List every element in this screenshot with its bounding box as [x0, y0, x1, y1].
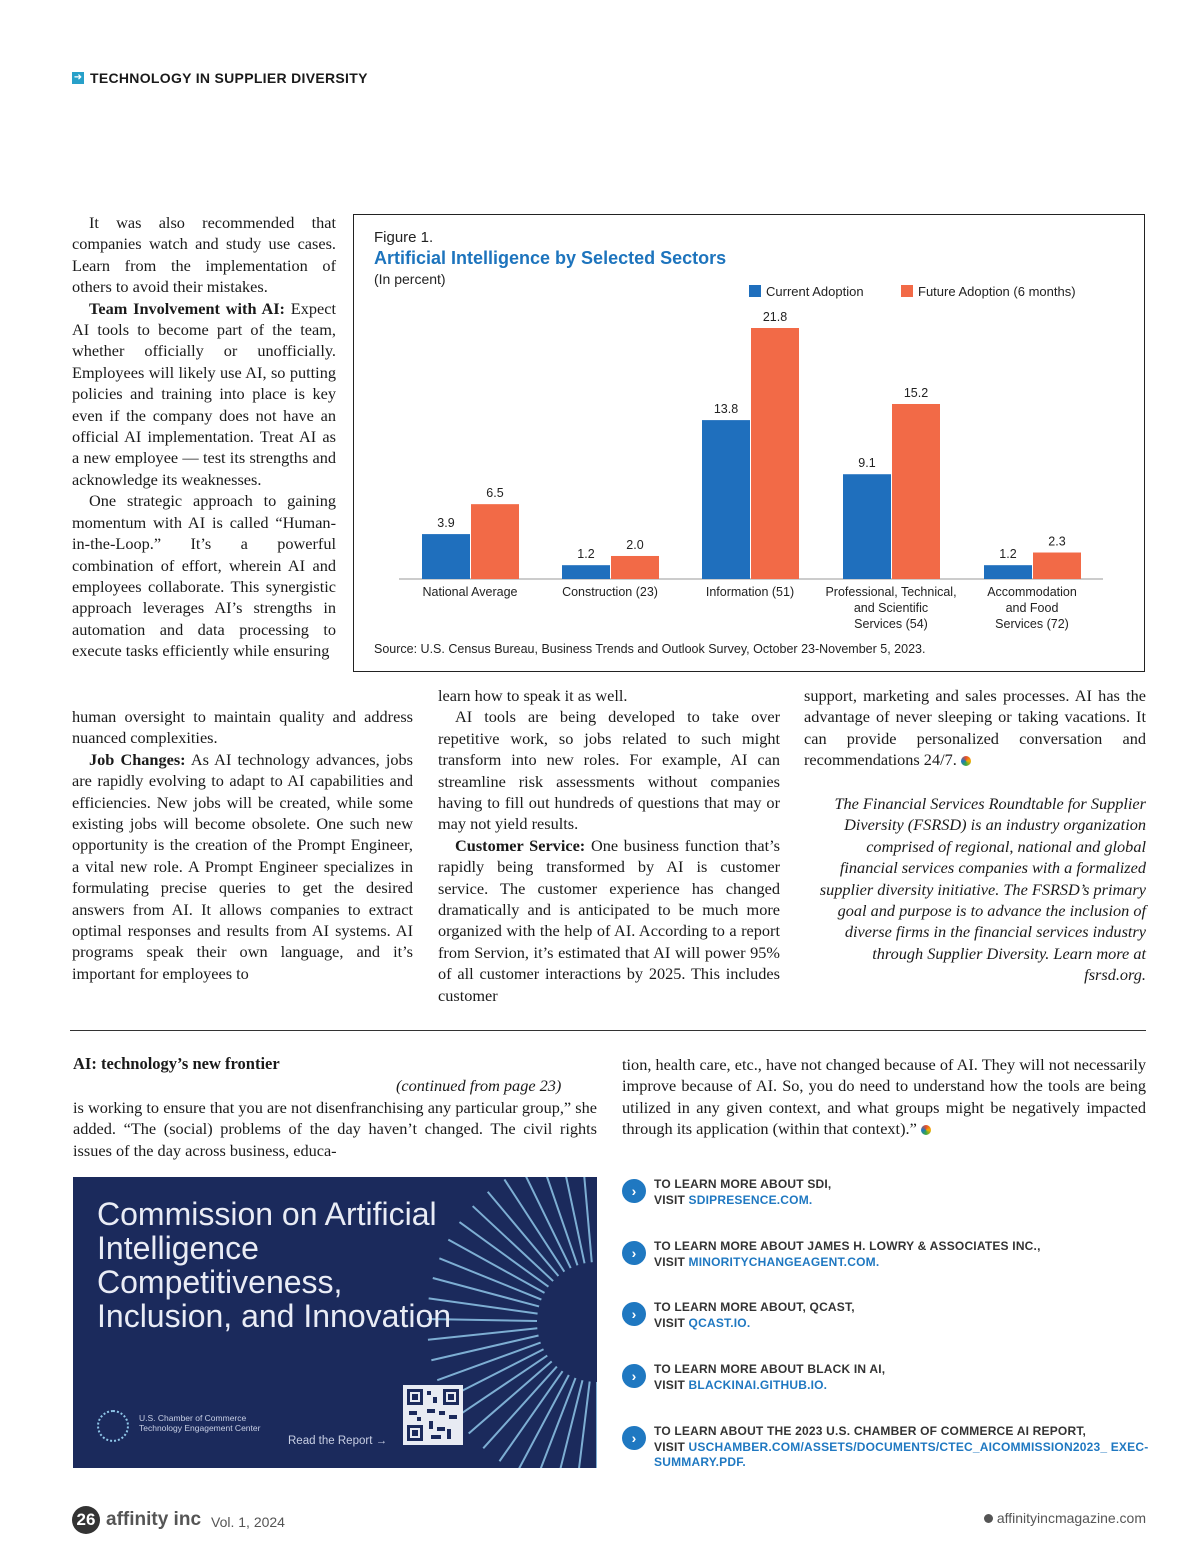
continued-note: (continued from page 23) — [396, 1076, 562, 1095]
paragraph-body: support, marketing and sales processes. AI has the advantage of never sleeping or taking vacations. It can provide personalized conversation and recommendations 24/7. — [804, 686, 1146, 770]
sunburst-ray — [473, 1206, 553, 1281]
data-label: 2.0 — [626, 537, 644, 552]
author-bio: The Financial Services Roundtable for Supplier Diversity (FSRSD) is an industry organization comprised of regional, national and global financial services companies with a formalized supplier diversity initiative. The FSRSD’s primary goal and purpose is to advance the inclusion of diverse firms in the financial services industry through Supplier Diversity. Learn more at fsrsd.org. — [819, 794, 1146, 985]
report-banner[interactable] — [73, 1177, 597, 1468]
article-left-text — [73, 1097, 597, 1161]
arrow-right-icon: ➜ — [73, 72, 83, 83]
bar-current — [984, 565, 1032, 579]
bar-future — [751, 328, 799, 579]
paragraph: is working to ensure that you are not disenfranchising any particular group,” she added. “The (social) problems of the day haven’t changed. The civil rights issues of the day across business, educa- — [73, 1098, 597, 1160]
figure-source: Source: U.S. Census Bureau, Business Trends and Outlook Survey, October 23-November 5, 2023. — [374, 642, 926, 656]
end-mark-icon — [921, 1125, 931, 1135]
chevron-right-icon: › — [622, 1241, 646, 1265]
bar-future — [1033, 553, 1081, 579]
paragraph — [622, 1054, 1146, 1140]
figure-box — [353, 214, 1145, 672]
category-label: Services (54) — [854, 617, 928, 631]
learn-more-item[interactable] — [622, 1424, 1150, 1471]
paragraph: One strategic approach to gaining momentum with AI is called “Human-in-the-Loop.” It’s a powerful combination of effort, wherein AI and employees collaborate. This synergistic approach leverages AI’s strengths in automation and data processing to execute tasks efficiently while ensuring — [72, 491, 336, 661]
category-label: Professional, Technical, — [825, 585, 957, 599]
data-label: 9.1 — [858, 456, 876, 471]
chevron-right-icon: › — [622, 1426, 646, 1450]
data-label: 21.8 — [762, 310, 788, 324]
figure-subtitle: (In percent) — [374, 271, 446, 287]
data-label: 13.8 — [713, 402, 739, 417]
paragraph — [804, 685, 1146, 771]
page-number: 26 — [72, 1506, 100, 1534]
legend-swatch — [901, 285, 913, 297]
paragraph: human oversight to maintain quality and address nuanced complexities. — [72, 707, 413, 748]
learn-more-item[interactable] — [622, 1239, 1041, 1270]
paragraph: learn how to speak it as well. — [438, 686, 628, 705]
sunburst-ray — [488, 1192, 559, 1276]
legend-label: Current Adoption — [766, 284, 864, 299]
divider — [70, 1030, 1146, 1031]
sunburst-ray — [582, 1177, 592, 1262]
data-label: 6.5 — [486, 486, 504, 501]
link-url[interactable]: QCAST.IO. — [688, 1315, 751, 1330]
legend-label: Future Adoption (6 months) — [918, 284, 1076, 299]
end-mark-icon — [961, 756, 971, 766]
paragraph — [438, 835, 780, 1006]
paragraph — [72, 749, 413, 984]
magazine-name: affinity inc — [106, 1509, 202, 1530]
data-label: 3.9 — [437, 516, 455, 531]
bar-current — [702, 420, 750, 579]
bar-future — [611, 556, 659, 579]
sunburst-ray — [483, 1367, 557, 1449]
legend-swatch — [749, 285, 761, 297]
data-label: 1.2 — [577, 547, 595, 562]
qr-code-icon[interactable] — [403, 1385, 463, 1445]
banner-org: U.S. Chamber of Commerce Technology Engagement Center — [139, 1413, 261, 1433]
sunburst-ray — [469, 1361, 552, 1433]
subhead: Customer Service: — [455, 835, 586, 855]
sunburst-ray — [517, 1375, 569, 1468]
globe-icon — [984, 1514, 993, 1523]
link-label: TO LEARN MORE ABOUT JAMES H. LOWRY & ASSOCIATES INC., — [654, 1239, 1041, 1253]
link-prefix: VISIT — [654, 1439, 689, 1454]
category-label: Construction (23) — [562, 585, 658, 599]
learn-more-item[interactable] — [622, 1300, 855, 1331]
link-label: TO LEARN MORE ABOUT, QCAST, — [654, 1300, 855, 1314]
article-heading: AI: technology’s new frontier — [73, 1054, 280, 1073]
paragraph-body: One business function that’s rapidly being transformed by AI is customer service. The customer experience has changed dramatically and is anticipated to be much more organized with the help of AI. According to a report from Servion, it’s estimated that AI will power 95% of all customer interactions by 2025. This includes customer — [438, 835, 780, 1005]
paragraph-body: tion, health care, etc., have not changed because of AI. They will not necessarily improve because of AI. So, you do need to understand how the tools are being utilized in any given context, and what groups might be negatively impacted through its application (within that context).” — [622, 1055, 1146, 1139]
section-title: TECHNOLOGY IN SUPPLIER DIVERSITY — [90, 70, 368, 86]
link-label: TO LEARN MORE ABOUT BLACK IN AI, — [654, 1362, 886, 1376]
bar-current — [422, 534, 470, 579]
subhead: Job Changes: — [89, 749, 186, 769]
column-1-lower — [72, 706, 413, 984]
column-1-upper — [72, 212, 336, 662]
link-prefix: VISIT — [654, 1315, 689, 1330]
chevron-right-icon: › — [622, 1364, 646, 1388]
paragraph — [72, 298, 336, 491]
category-label: and Food — [1005, 601, 1059, 615]
category-label: and Scientific — [853, 601, 929, 615]
link-prefix: VISIT — [654, 1192, 689, 1207]
link-prefix: VISIT — [654, 1377, 689, 1392]
column-2 — [438, 685, 780, 1006]
bar-current — [843, 474, 891, 579]
link-label: TO LEARN ABOUT THE 2023 U.S. CHAMBER OF COMMERCE AI REPORT, — [654, 1424, 1087, 1438]
bar-current — [562, 565, 610, 579]
category-label: Information (51) — [705, 585, 795, 599]
read-report-link[interactable]: Read the Report → — [288, 1435, 388, 1447]
chevron-right-icon: › — [622, 1302, 646, 1326]
column-3 — [804, 685, 1146, 771]
category-label: National Average — [422, 585, 518, 599]
category-label: Services (72) — [995, 617, 1069, 631]
figure-title: Artificial Intelligence by Selected Sectors — [374, 248, 727, 268]
figure-label: Figure 1. — [374, 229, 434, 246]
data-label: 15.2 — [903, 385, 929, 400]
paragraph: AI tools are being developed to take over repetitive work, so jobs related to such might transform into new roles. For example, AI can streamline risk assessments without companies having to fill out hundreds of questions that may or may not yield results. — [438, 707, 780, 834]
category-label: Accommodation — [987, 585, 1077, 599]
paragraph-body: Expect AI tools to become part of the team, whether officially or unofficially. Employees will likely use AI, so putting policies and training into place is key even if the company does not have an official AI implementation. Treat AI as a new employee — test its strengths and acknowledge its weaknesses. — [72, 298, 336, 489]
link-url[interactable]: SDIPRESENCE.COM. — [688, 1192, 813, 1207]
data-label: 1.2 — [999, 547, 1017, 562]
bar-chart — [354, 215, 1143, 670]
issue-label: Vol. 1, 2024 — [211, 1513, 285, 1530]
footer-right — [984, 1510, 1146, 1526]
bar-future — [471, 504, 519, 579]
learn-more-item[interactable] — [622, 1177, 831, 1208]
sunburst-ray — [437, 1343, 540, 1381]
bar-future — [892, 404, 940, 579]
link-url[interactable]: MINORITYCHANGEAGENT.COM. — [688, 1254, 880, 1269]
article-right-text — [622, 1054, 1146, 1140]
link-label: TO LEARN MORE ABOUT SDI, — [654, 1177, 832, 1191]
paragraph: It was also recommended that companies watch and study use cases. Learn from the implementation of others to avoid their mistakes. — [72, 213, 336, 297]
sunburst-ray — [536, 1378, 575, 1468]
learn-more-item[interactable] — [622, 1362, 885, 1393]
subhead: Team Involvement with AI: — [89, 298, 285, 318]
footer-left — [72, 1506, 285, 1534]
link-prefix: VISIT — [654, 1254, 689, 1269]
link-url[interactable]: USCHAMBER.COM/ASSETS/DOCUMENTS/CTEC_AICOMMISSION2023_ EXEC-SUMMARY.PDF. — [654, 1439, 1149, 1469]
link-url[interactable]: BLACKINAI.GITHUB.IO. — [688, 1377, 828, 1392]
chamber-logo-icon — [97, 1410, 129, 1442]
section-header — [72, 70, 368, 86]
banner-title: Commission on Artificial Intelligence Competitiveness, Inclusion, and Innovation — [97, 1196, 452, 1334]
data-label: 2.3 — [1048, 534, 1066, 549]
chevron-right-icon: › — [622, 1179, 646, 1203]
website-link[interactable]: affinityincmagazine.com — [996, 1510, 1146, 1526]
sunburst-ray — [431, 1335, 538, 1360]
paragraph-body: As AI technology advances, jobs are rapidly evolving to adapt to AI capabilities and efficiencies. New jobs will be created, while some existing jobs will become obsolete. One such new opportunity is the creation of the Prompt Engineer, a vital new role. A Prompt Engineer specializes in formulating precise queries to get the desired answers from AI. It allows companies to extract optimal responses and results from AI systems. AI programs speak their own language, and it’s important for employees to — [72, 749, 413, 983]
